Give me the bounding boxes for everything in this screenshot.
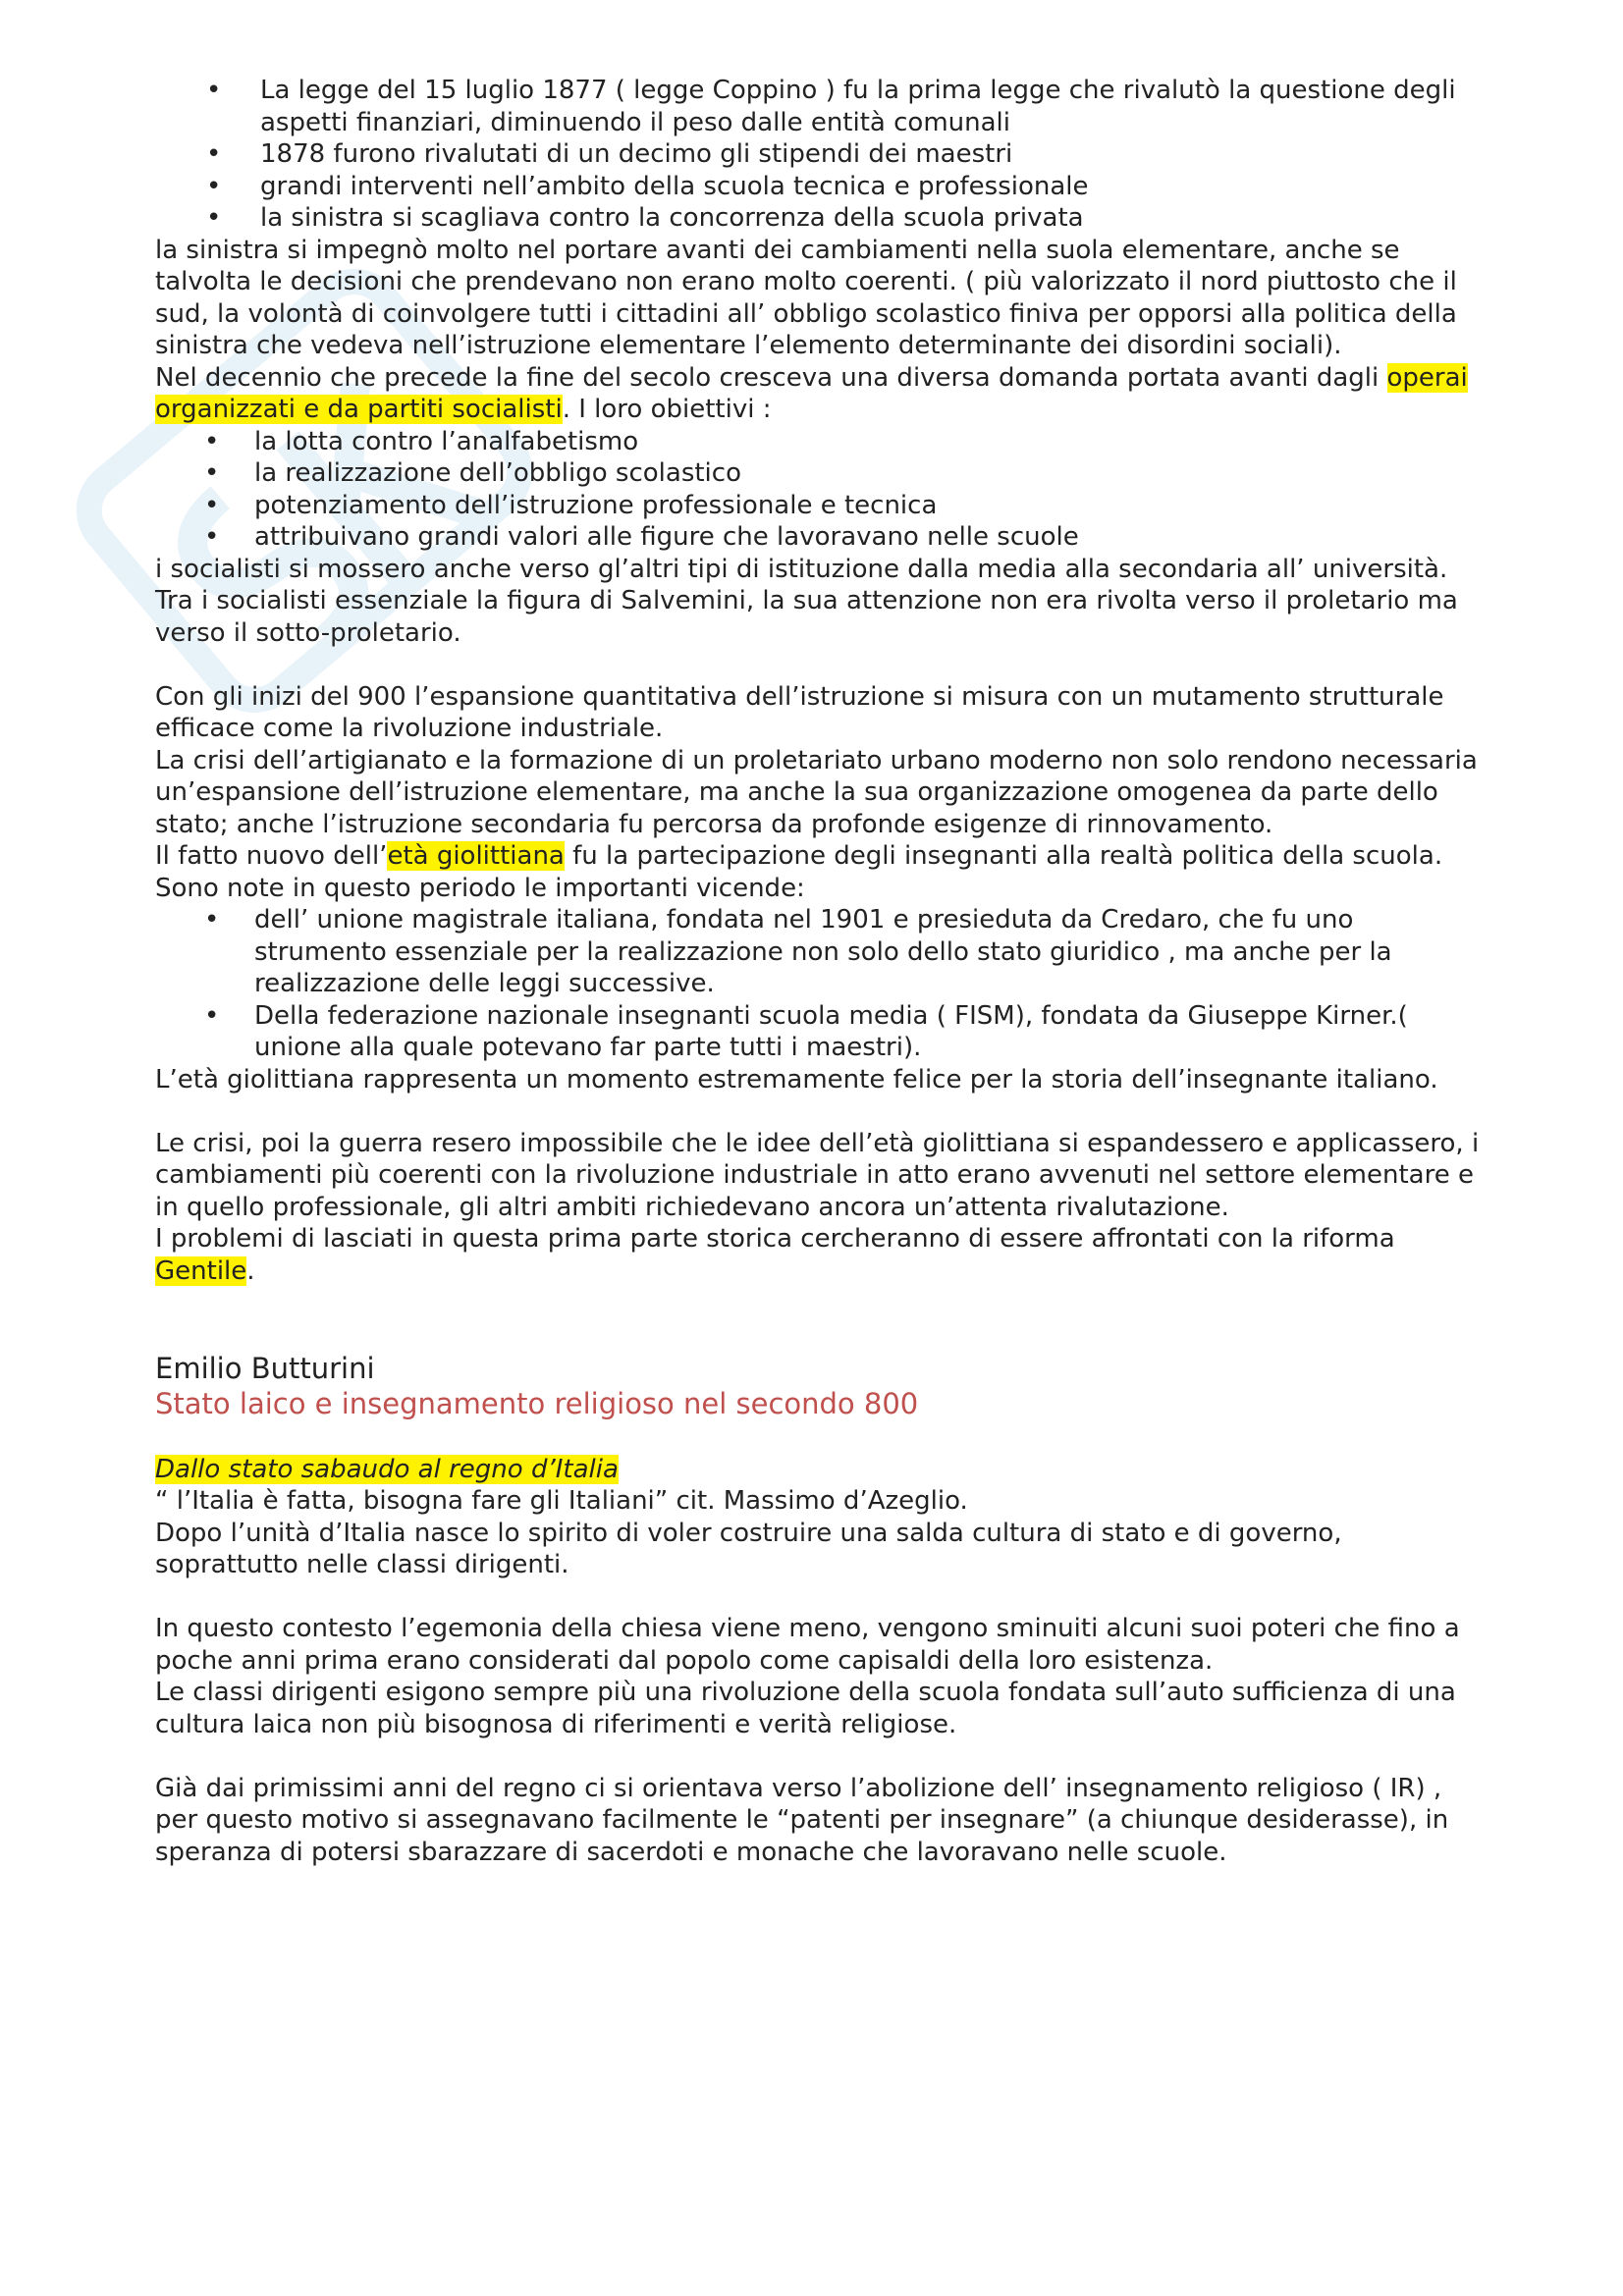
paragraph-unita: Dopo l’unità d’Italia nasce lo spirito di voler costruire una salda cultura di stato e di governo, soprattutto nelle classi dirigenti. [155, 1518, 1342, 1579]
document-page [155, 75, 1490, 1868]
spacer [155, 649, 1490, 681]
paragraph-contesto: In questo contesto l’egemonia della chiesa viene meno, vengono sminuiti alcuni suoi poteri che fino a poche anni prima erano considerati dal popolo come capisaldi della loro esistenza. [155, 1614, 1460, 1676]
highlighted-text: Gentile [155, 1255, 247, 1286]
bullet-list-legge [155, 75, 1490, 235]
paragraph-sinistra: la sinistra si impegnò molto nel portare avanti dei cambiamenti nella suola elementare, anche se talvolta le decisioni che prendevano non erano molto coerenti. ( più valorizzato il nord piuttosto che il sud, la volontà di coinvolgere tutti i cittadini all’ obbligo scolastico finiva per opporsi alla politica della sinistra che vedeva nell’istruzione elementare l’elemento determinante dei disordini sociali). [155, 235, 1457, 360]
highlighted-text: età giolittiana [387, 841, 565, 871]
text-segment: . [246, 1255, 255, 1286]
paragraph-guerra: Le crisi, poi la guerra resero impossibile che le idee dell’età giolittiana si espandessero e applicassero, i cambiamenti più coerenti con la rivoluzione industriale in atto erano avvenuti nel settore elementare e in quello professionale, gli altri ambiti richiedevano ancora un’attenta rivalutazione. [155, 1128, 1480, 1222]
author-name: Emilio Butturini [155, 1352, 375, 1385]
paragraph-problemi [155, 1223, 1490, 1287]
list-item: • attribuivano grandi valori alle figure che lavoravano nelle scuole [155, 521, 1490, 554]
spacer [155, 1095, 1490, 1128]
list-item: • la realizzazione dell’obbligo scolastico [155, 457, 1490, 490]
highlighted-subheading: Dallo stato sabaudo al regno d’Italia [155, 1454, 619, 1484]
paragraph-decennio [155, 362, 1490, 426]
paragraph-900: Con gli inizi del 900 l’espansione quantitativa dell’istruzione si misura con un mutamento strutturale efficace come la rivoluzione industriale. [155, 681, 1444, 743]
list-item: • La legge del 15 luglio 1877 ( legge Coppino ) fu la prima legge che rivalutò la questione degli aspetti finanziari, diminuendo il peso dalle entità comunali [155, 75, 1490, 138]
bullet-list-obiettivi [155, 426, 1490, 554]
list-item: • la lotta contro l’analfabetismo [155, 426, 1490, 458]
spacer [155, 1287, 1490, 1351]
paragraph-gia: Già dai primissimi anni del regno ci si orientava verso l’abolizione dell’ insegnamento religioso ( IR) , per questo motivo si assegnavano facilmente le “patenti per insegnare” (a chiunque desiderasse), in speranza di potersi sbarazzare di sacerdoti e monache che lavoravano nelle scuole. [155, 1773, 1449, 1867]
text-segment: fu la partecipazione degli insegnanti alla realtà politica della scuola. [564, 841, 1443, 871]
list-item: • dell’ unione magistrale italiana, fondata nel 1901 e presieduta da Credaro, che fu uno strumento essenziale per la realizzazione non solo dello stato giuridico , ma anche per la realizzazione delle leggi successive. [155, 904, 1490, 1000]
paragraph-note: Sono note in questo periodo le importanti vicende: [155, 873, 805, 903]
list-item: • grandi interventi nell’ambito della scuola tecnica e professionale [155, 171, 1490, 203]
highlighted-text: operai organizzati e da partiti socialisti [155, 362, 1468, 424]
text-segment: Il fatto nuovo dell’ [155, 841, 388, 871]
section-title: Stato laico e insegnamento religioso nel secondo 800 [155, 1387, 919, 1420]
paragraph-crisi: La crisi dell’artigianato e la formazione di un proletariato urbano moderno non solo rendono necessaria un’espansione dell’istruzione elementare, ma anche la sua organizzazione omogenea da parte dello stato; anche l’istruzione secondaria fu percorsa da profonde esigenze di rinnovamento. [155, 745, 1478, 839]
text-segment: Nel decennio che precede la fine del secolo cresceva una diversa domanda portata avanti dagli [155, 362, 1387, 393]
paragraph-fatto-nuovo [155, 840, 1490, 873]
text-segment: I problemi di lasciati in questa prima parte storica cercheranno di essere affrontati con la riforma [155, 1224, 1395, 1254]
subheading [155, 1454, 1490, 1486]
paragraph-socialisti: i socialisti si mossero anche verso gl’altri tipi di istituzione dalla media alla secondaria all’ università. [155, 554, 1448, 584]
list-item: • Della federazione nazionale insegnanti scuola media ( FISM), fondata da Giuseppe Kirner.( unione alla quale potevano far parte tutti i maestri). [155, 1000, 1490, 1064]
text-segment: . I loro obiettivi : [562, 395, 772, 424]
spacer [155, 1421, 1490, 1454]
bullet-list-vicende [155, 904, 1490, 1064]
list-item: • la sinistra si scagliava contro la concorrenza della scuola privata [155, 202, 1490, 235]
quote-azeglio: “ l’Italia è fatta, bisogna fare gli Italiani” cit. Massimo d’Azeglio. [155, 1486, 968, 1516]
spacer [155, 1581, 1490, 1614]
list-item: • potenziamento dell’istruzione professionale e tecnica [155, 490, 1490, 522]
list-item: • 1878 furono rivalutati di un decimo gli stipendi dei maestri [155, 138, 1490, 171]
spacer [155, 1740, 1490, 1773]
paragraph-classi: Le classi dirigenti esigono sempre più una rivoluzione della scuola fondata sull’auto sufficienza di una cultura laica non più bisognosa di riferimenti e verità religiose. [155, 1678, 1456, 1739]
paragraph-eta-giolittiana: L’età giolittiana rappresenta un momento estremamente felice per la storia dell’insegnante italiano. [155, 1064, 1438, 1095]
paragraph-salvemini: Tra i socialisti essenziale la figura di Salvemini, la sua attenzione non era rivolta verso il proletario ma verso il sotto-proletario. [155, 586, 1458, 648]
